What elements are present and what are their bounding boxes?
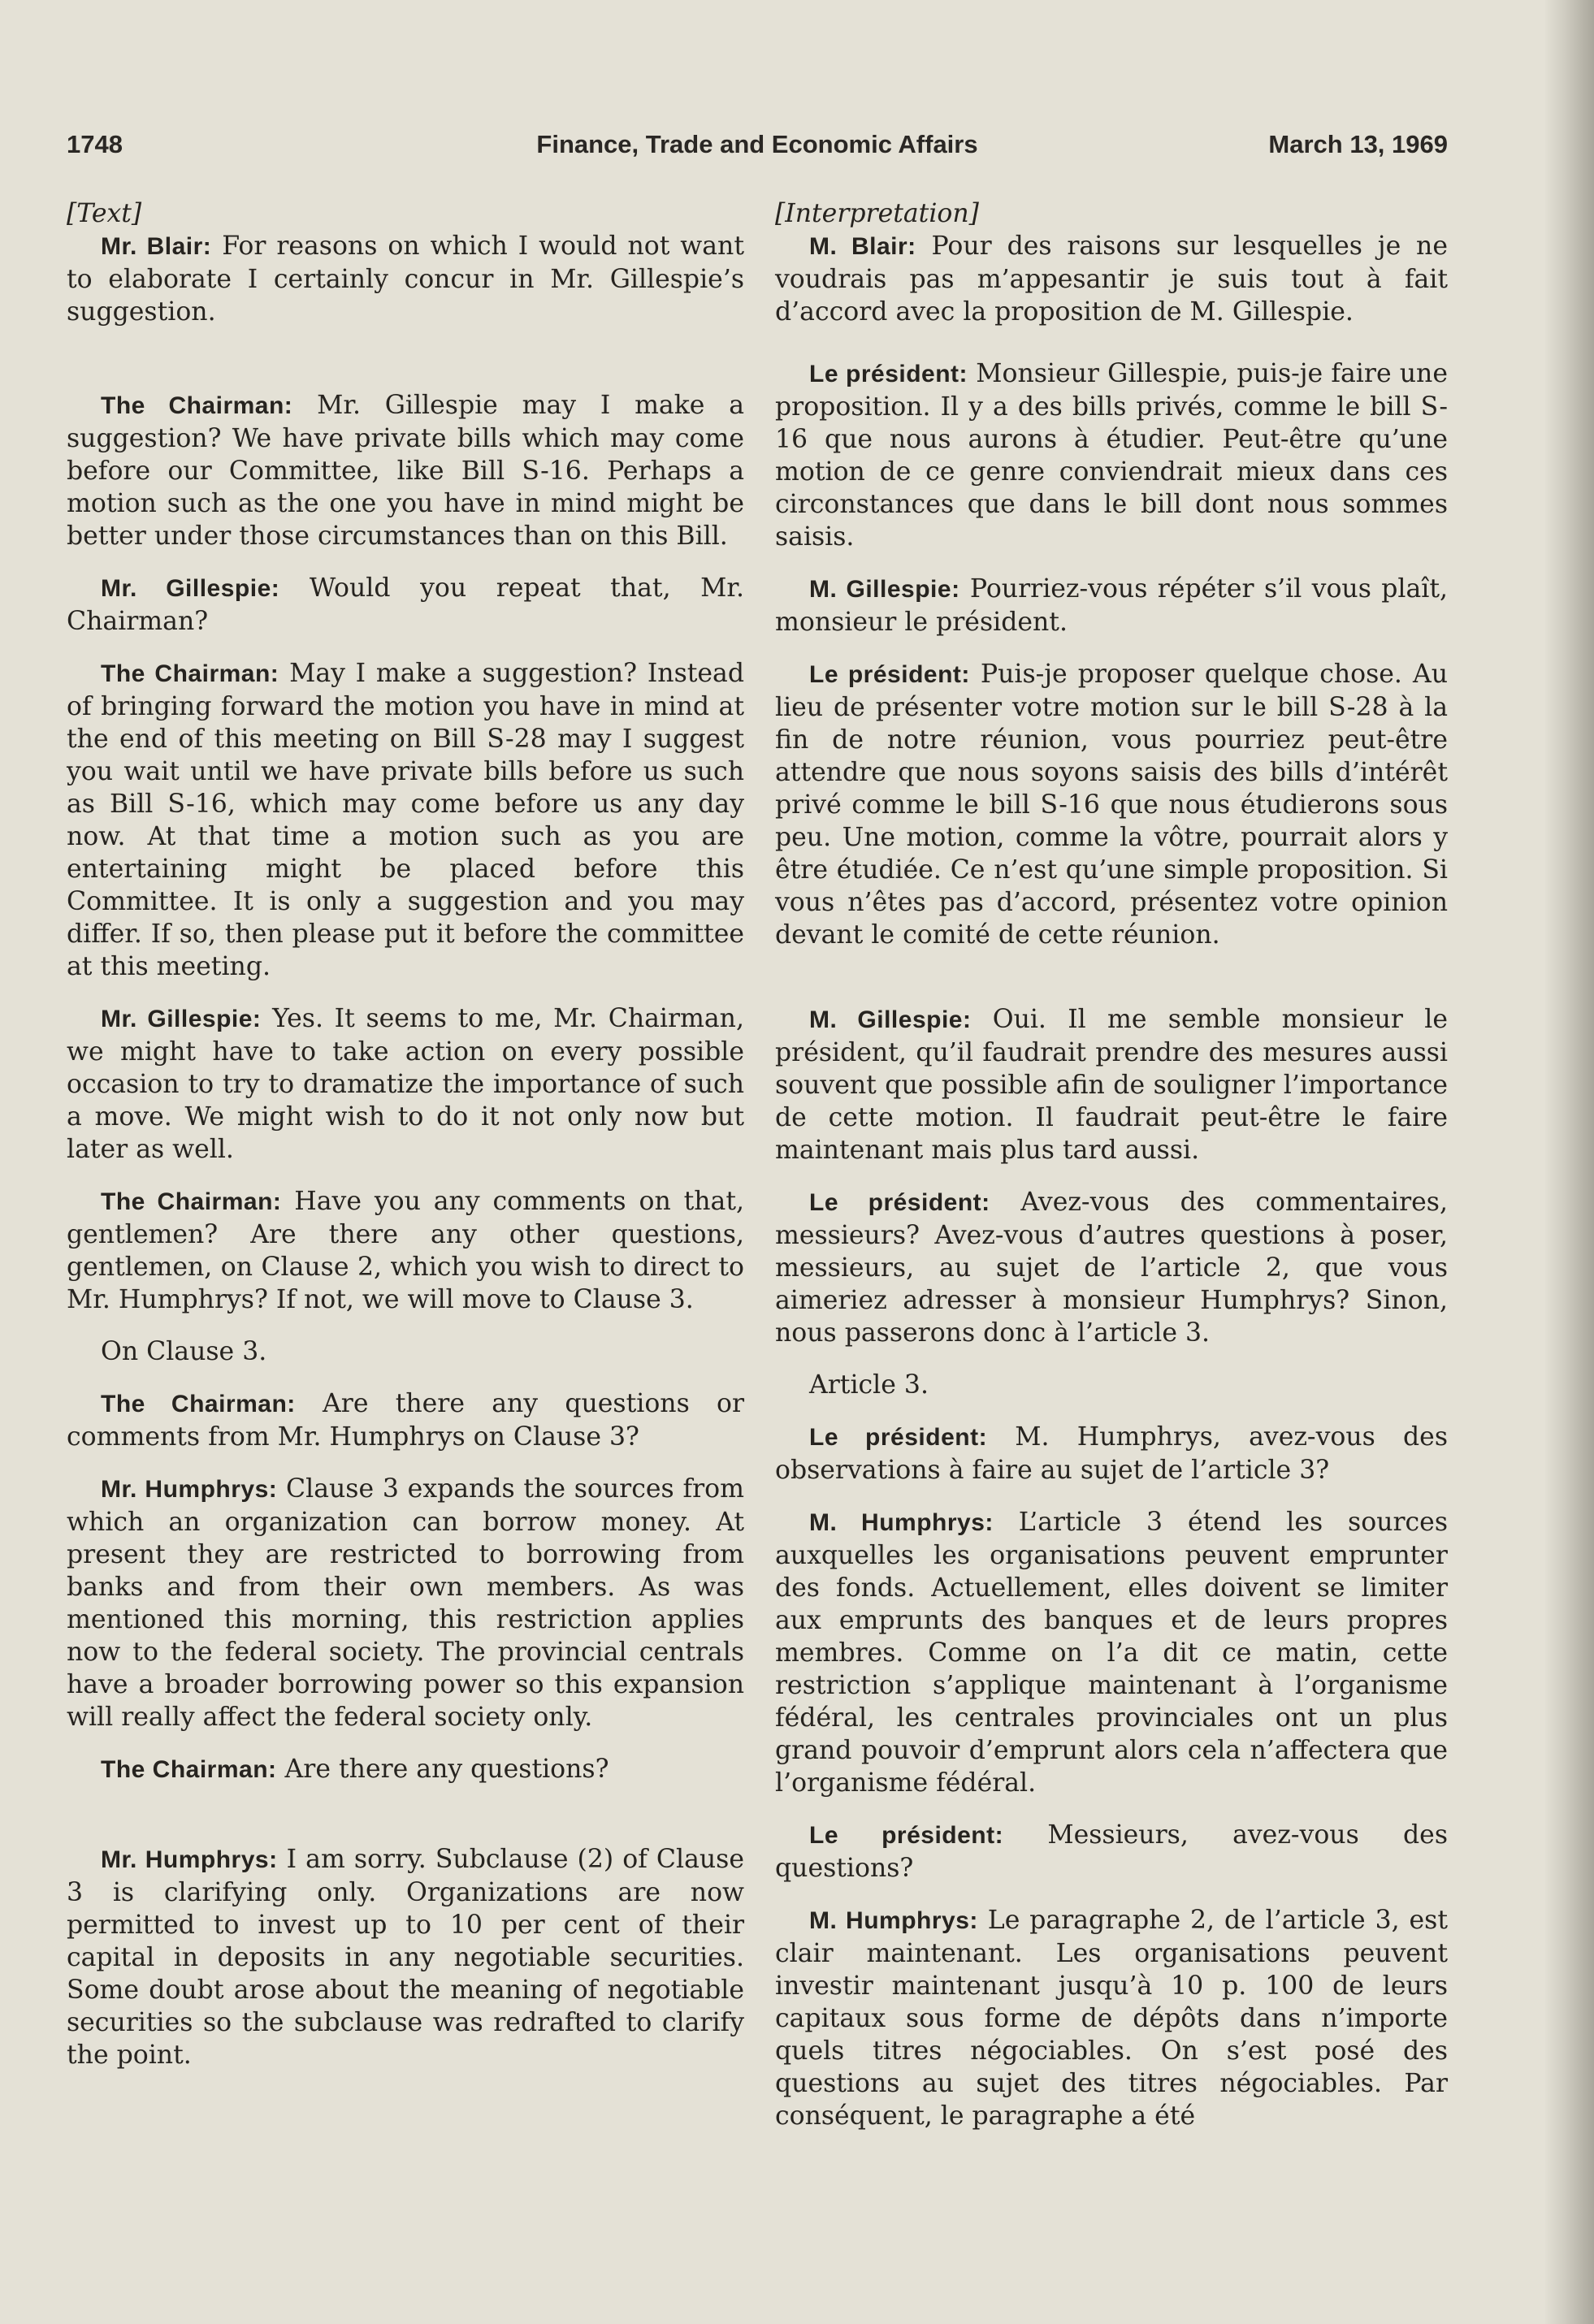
speaker: The Chairman: xyxy=(101,1391,296,1417)
running-title: Finance, Trade and Economic Affairs xyxy=(536,130,978,158)
paragraph xyxy=(67,572,744,638)
french-column xyxy=(775,197,1448,2132)
speaker: M. Humphrys: xyxy=(809,1907,978,1934)
clause-heading xyxy=(67,1335,744,1368)
speech: Pourriez-vous répéter s’il vous plaît, monsieur le président. xyxy=(775,574,1448,637)
speaker: Le président: xyxy=(809,1189,990,1216)
paragraph xyxy=(67,1473,744,1733)
speech: Avez-vous des commentaires, messieurs? Avez-vous d’autres questions à poser, messieurs, au sujet de l’article 2, que vous aimeriez adresser à monsieur Humphrys? Sinon, nous passerons donc à l’article 3. xyxy=(775,1188,1448,1348)
speaker: Mr. Humphrys: xyxy=(101,1846,278,1873)
speech: Would you repeat that, Mr. Chairman? xyxy=(67,573,744,636)
speaker: The Chairman: xyxy=(101,392,293,419)
paragraph xyxy=(775,1819,1448,1885)
column-label: [Interpretation] xyxy=(775,199,979,228)
paragraph xyxy=(67,1185,744,1316)
paragraph xyxy=(775,357,1448,553)
speech: I am sorry. Subclause (2) of Clause 3 is clarifying only. Organizations are now permitted to invest up to 10 per cent of their capital in deposits in any negotiable securities. Some doubt arose about the meaning of negotiable securities so the subclause was redrafted to clarify the point. xyxy=(67,1845,744,2070)
speech: On Clause 3. xyxy=(101,1337,267,1366)
speech: Yes. It seems to me, Mr. Chairman, we might have to take action on every possible occasion to try to dramatize the importance of such a move. We might wish to do it not only now but later as well. xyxy=(67,1004,744,1164)
speech: Le paragraphe 2, de l’article 3, est clair maintenant. Les organisations peuvent investir maintenant jusqu’à 10 p. 100 de leurs capitaux sous forme de dépôts dans n’importe quels titres négociables. On s’est posé des questions au sujet des titres négociables. Par conséquent, le paragraphe a été xyxy=(775,1906,1448,2131)
speaker: M. Humphrys: xyxy=(809,1509,994,1536)
speaker: M. Gillespie: xyxy=(809,1006,972,1033)
speech: Are there any questions? xyxy=(276,1755,609,1784)
speaker: Le président: xyxy=(809,1822,1004,1849)
speech: Monsieur Gillespie, puis-je faire une proposition. Il y a des bills privés, comme le bill S-16 que nous aurons à étudier. Peut-être qu’une motion de ce genre conviendrait mieux dans ces circonstances que dans le bill dont nous sommes saisis. xyxy=(775,359,1448,552)
speech: Have you any comments on that, gentlemen? Are there any other questions, gentlemen, on Clause 2, which you wish to direct to Mr. Humphrys? If not, we will move to Clause 3. xyxy=(67,1187,744,1314)
paragraph xyxy=(67,1387,744,1453)
speaker: Le président: xyxy=(809,361,968,387)
speaker: M. Gillespie: xyxy=(809,576,960,603)
paragraph xyxy=(67,1002,744,1166)
speaker: Le président: xyxy=(809,1424,988,1451)
page-header xyxy=(67,130,1448,162)
speech: Puis-je proposer quelque chose. Au lieu de présenter votre motion sur le bill S-28 à la fin de notre réunion, vous pourriez peut-être attendre que nous soyons saisis des bills d’intérêt privé comme le bill S-16 que nous étudierons sous peu. Une motion, comme la vôtre, pourrait alors y être étudiée. Ce n’est qu’une simple proposition. Si vous n’êtes pas d’accord, présentez votre opinion devant le comité de cette réunion. xyxy=(775,660,1448,950)
speech: L’article 3 étend les sources auxquelles les organisations peuvent emprunter des fonds. Actuellement, elles doivent se limiter aux emprunts des banques et de leurs propres membres. Comme on l’a dit ce matin, cette restriction s’applique maintenant à l’organisme fédéral, les centrales provinciales ont un plus grand pouvoir d’emprunt alors cela n’affectera que l’organisme fédéral. xyxy=(775,1508,1448,1798)
paragraph xyxy=(775,1506,1448,1799)
speech: Are there any questions or comments from Mr. Humphrys on Clause 3? xyxy=(67,1389,745,1452)
paragraph xyxy=(775,658,1448,951)
paragraph xyxy=(67,230,744,328)
clause-heading xyxy=(775,1369,1448,1401)
speaker: Mr. Gillespie: xyxy=(101,575,280,602)
speech: Clause 3 expands the sources from which an organization can borrow money. At present they are restricted to borrowing from banks and from their own members. As was mentioned this morning, this restriction applies now to the federal society. The provincial centrals have a broader borrowing power so this expansion will really affect the federal society only. xyxy=(67,1474,745,1732)
column-label: [Text] xyxy=(67,199,142,228)
speaker: M. Blair: xyxy=(809,233,916,260)
speaker: Le président: xyxy=(809,661,970,688)
speech: Oui. Il me semble monsieur le président, qu’il faudrait prendre des mesures aussi souvent que possible afin de souligner l’importance de cette motion. Il faudrait peut-être le faire maintenant mais plus tard aussi. xyxy=(775,1005,1448,1165)
paragraph xyxy=(775,1186,1448,1349)
speech: Mr. Gillespie may I make a suggestion? We have private bills which may come before our Committee, like Bill S-16. Perhaps a motion such as the one you have in mind might be better under those circumstances than on this Bill. xyxy=(67,391,745,551)
paragraph xyxy=(775,1904,1448,2132)
paragraph xyxy=(775,230,1448,328)
english-column xyxy=(67,197,744,2071)
paragraph xyxy=(775,1421,1448,1487)
speech: For reasons on which I would not want to elaborate I certainly concur in Mr. Gillespie’s suggestion. xyxy=(67,232,744,327)
speech: May I make a suggestion? Instead of bringing forward the motion you have in mind at the end of this meeting on Bill S-28 may I suggest you wait until we have private bills before us such as Bill S-16, which may come before us any day now. At that time a motion such as you are entertaining might be placed before this Committee. It is only a suggestion and you may differ. If so, then please put it before the committee at this meeting. xyxy=(67,659,744,981)
speaker: The Chairman: xyxy=(101,1188,282,1215)
paragraph xyxy=(67,389,744,552)
speech: Messieurs, avez-vous des questions? xyxy=(775,1820,1448,1883)
speaker: The Chairman: xyxy=(101,660,279,687)
paragraph xyxy=(67,1843,744,2071)
speaker: Mr. Humphrys: xyxy=(101,1476,278,1503)
speaker: Mr. Blair: xyxy=(101,233,212,260)
speech: Pour des raisons sur lesquelles je ne voudrais pas m’appesantir je suis tout à fait d’accord avec la proposition de M. Gillespie. xyxy=(775,232,1448,327)
speech: M. Humphrys, avez-vous des observations à faire au sujet de l’article 3? xyxy=(775,1422,1448,1485)
header-date: March 13, 1969 xyxy=(1268,130,1448,158)
speaker: The Chairman: xyxy=(101,1756,277,1783)
binding-gutter xyxy=(1545,0,1594,2324)
page-number: 1748 xyxy=(67,130,123,158)
paragraph xyxy=(67,1753,744,1786)
paragraph xyxy=(775,573,1448,638)
paragraph xyxy=(67,657,744,983)
paragraph xyxy=(775,1003,1448,1166)
speaker: Mr. Gillespie: xyxy=(101,1006,262,1032)
speech: Article 3. xyxy=(809,1370,929,1400)
